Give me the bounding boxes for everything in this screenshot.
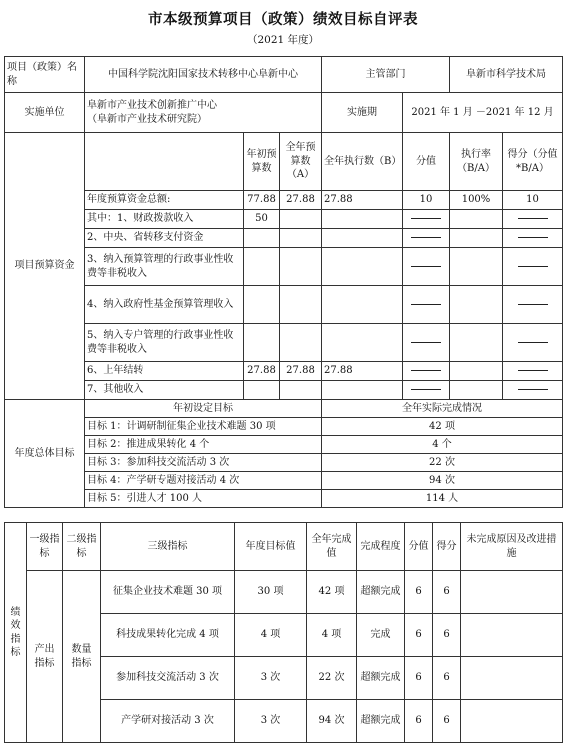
- period-value: 2021 年 1 月 －2021 年 12 月: [403, 93, 563, 133]
- goals-actual-header: 全年实际完成情况: [322, 400, 563, 418]
- performance-indicator-table: [4, 522, 563, 743]
- dash-mark: [411, 218, 441, 219]
- indicator-target: 30 项: [235, 571, 307, 614]
- dash-mark: [518, 370, 548, 371]
- budget-row-initial: [244, 229, 280, 248]
- budget-row-score: [503, 286, 563, 324]
- indicator-actual: 94 次: [307, 700, 357, 743]
- budget-row-exec-rate: [450, 286, 503, 324]
- indicator-reason: [461, 614, 563, 657]
- budget-row: [5, 229, 563, 248]
- indicator-degree: 超额完成: [357, 700, 405, 743]
- indicator-score-value: 6: [405, 614, 433, 657]
- budget-header-annual: 全年预算数（A）: [280, 133, 322, 191]
- budget-row-executed: 27.88: [322, 191, 403, 210]
- budget-row-executed: [322, 324, 403, 362]
- indicator-reason: [461, 657, 563, 700]
- budget-row-initial: 50: [244, 210, 280, 229]
- indicator-target: 4 项: [235, 614, 307, 657]
- budget-row-label: 3、纳入预算管理的行政事业性收费等非税收入: [85, 248, 244, 286]
- goal-actual: 4 个: [322, 436, 563, 454]
- budget-row-label: 年度预算资金总额:: [85, 191, 244, 210]
- dash-mark: [411, 389, 441, 390]
- header-target: 年度目标值: [235, 523, 307, 571]
- budget-row: [5, 248, 563, 286]
- dash-mark: [518, 342, 548, 343]
- budget-row-exec-rate: [450, 362, 503, 381]
- header-actual: 全年完成值: [307, 523, 357, 571]
- budget-row-score-value: 10: [403, 191, 450, 210]
- budget-row-score-value: [403, 248, 450, 286]
- form-title: 市本级预算项目（政策）绩效目标自评表: [148, 11, 418, 28]
- budget-row-executed: [322, 381, 403, 400]
- indicator-name: 参加科技交流活动 3 次: [101, 657, 235, 700]
- indicator-reason: [461, 571, 563, 614]
- budget-row-score: [503, 381, 563, 400]
- budget-row-executed: 27.88: [322, 362, 403, 381]
- project-name-value: 中国科学院沈阳国家技术转移中心阜新中心: [85, 57, 322, 93]
- budget-row-executed: [322, 229, 403, 248]
- budget-row-initial: [244, 286, 280, 324]
- budget-row-annual: 27.88: [280, 191, 322, 210]
- dash-mark: [518, 389, 548, 390]
- level2-value: [63, 571, 101, 743]
- goal-planned: 目标 3：参加科技交流活动 3 次: [85, 454, 322, 472]
- header-score: 得分: [433, 523, 461, 571]
- header-level1: 一级指标: [27, 523, 63, 571]
- budget-row-exec-rate: [450, 324, 503, 362]
- budget-header-score: 得分（分值*B/A）: [503, 133, 563, 191]
- header-score-value: 分值: [405, 523, 433, 571]
- budget-goal-table: [4, 56, 563, 508]
- budget-row-label: 2、中央、省转移支付资金: [85, 229, 244, 248]
- budget-row-score: [503, 210, 563, 229]
- indicator-score: 6: [433, 657, 461, 700]
- budget-row-label: 4、纳入政府性基金预算管理收入: [85, 286, 244, 324]
- header-level3: 三级指标: [101, 523, 235, 571]
- indicator-reason: [461, 700, 563, 743]
- budget-row-annual: [280, 286, 322, 324]
- budget-row-initial: [244, 381, 280, 400]
- goal-planned: 目标 4：产学研专题对接活动 4 次: [85, 472, 322, 490]
- budget-row-score: [503, 362, 563, 381]
- budget-row-label: 7、其他收入: [85, 381, 244, 400]
- form-year: （2021 年度）: [246, 34, 320, 46]
- goal-planned: 目标 5：引进人才 100 人: [85, 490, 322, 508]
- budget-row-score: [503, 324, 563, 362]
- budget-row: [5, 191, 563, 210]
- indicator-score-value: 6: [405, 657, 433, 700]
- budget-row: [5, 324, 563, 362]
- budget-row-score-value: [403, 324, 450, 362]
- project-name-label: 项目（政策）名称: [5, 57, 85, 93]
- budget-row-exec-rate: 100%: [450, 191, 503, 210]
- goals-section-label: 年度总体目标: [5, 400, 85, 508]
- budget-row-initial: [244, 324, 280, 362]
- budget-row-score: 10: [503, 191, 563, 210]
- dash-mark: [518, 237, 548, 238]
- budget-row-executed: [322, 210, 403, 229]
- indicator-name: 科技成果转化完成 4 项: [101, 614, 235, 657]
- budget-row: [5, 210, 563, 229]
- performance-section-label: [5, 523, 27, 743]
- level1-text: 产出指标: [34, 644, 55, 669]
- budget-row-executed: [322, 286, 403, 324]
- goal-row: [5, 418, 563, 436]
- indicator-name: 产学研对接活动 3 次: [101, 700, 235, 743]
- period-label: 实施期: [322, 93, 403, 133]
- level1-value: [27, 571, 63, 743]
- budget-row-annual: 27.88: [280, 362, 322, 381]
- indicator-score: 6: [433, 700, 461, 743]
- goal-row: [5, 490, 563, 508]
- level2-text: 数量指标: [71, 644, 92, 669]
- goal-actual: 114 人: [322, 490, 563, 508]
- goals-planned-header: 年初设定目标: [85, 400, 322, 418]
- budget-row-initial: [244, 248, 280, 286]
- goal-row: [5, 454, 563, 472]
- budget-row-annual: [280, 381, 322, 400]
- budget-header-exec-rate: 执行率（B/A）: [450, 133, 503, 191]
- budget-row-score-value: [403, 210, 450, 229]
- budget-row-score: [503, 229, 563, 248]
- dash-mark: [411, 237, 441, 238]
- budget-row-score-value: [403, 381, 450, 400]
- indicator-actual: 42 项: [307, 571, 357, 614]
- indicator-name: 征集企业技术难题 30 项: [101, 571, 235, 614]
- implementing-unit-line2: （阜新市产业技术研究院）: [87, 113, 207, 125]
- budget-row-annual: [280, 229, 322, 248]
- goal-row: [5, 472, 563, 490]
- budget-header-initial: 年初预算数: [244, 133, 280, 191]
- dash-mark: [518, 266, 548, 267]
- budget-row-initial: 27.88: [244, 362, 280, 381]
- budget-row-annual: [280, 324, 322, 362]
- budget-header-blank: [85, 133, 244, 191]
- budget-row-score-value: [403, 229, 450, 248]
- budget-row-executed: [322, 248, 403, 286]
- budget-header-executed: 全年执行数（B）: [322, 133, 403, 191]
- budget-row-annual: [280, 248, 322, 286]
- header-level2: 二级指标: [63, 523, 101, 571]
- budget-row-initial: 77.88: [244, 191, 280, 210]
- budget-row-label: 5、纳入专户管理的行政事业性收费等非税收入: [85, 324, 244, 362]
- budget-row: [5, 286, 563, 324]
- budget-row: [5, 362, 563, 381]
- supervising-dept-label: 主管部门: [322, 57, 450, 93]
- indicator-score-value: 6: [405, 700, 433, 743]
- goal-planned: 目标 1：计调研制征集企业技术难题 30 项: [85, 418, 322, 436]
- indicator-degree: 完成: [357, 614, 405, 657]
- dash-mark: [411, 342, 441, 343]
- budget-row-label: 6、上年结转: [85, 362, 244, 381]
- indicator-actual: 22 次: [307, 657, 357, 700]
- budget-row-score-value: [403, 362, 450, 381]
- goal-actual: 22 次: [322, 454, 563, 472]
- indicator-row: [5, 571, 563, 614]
- goal-planned: 目标 2：推进成果转化 4 个: [85, 436, 322, 454]
- indicator-actual: 4 项: [307, 614, 357, 657]
- budget-row-exec-rate: [450, 210, 503, 229]
- goal-row: [5, 436, 563, 454]
- indicator-degree: 超额完成: [357, 571, 405, 614]
- budget-section-label: 项目预算资金: [5, 133, 85, 400]
- dash-mark: [411, 266, 441, 267]
- indicator-degree: 超额完成: [357, 657, 405, 700]
- performance-section-text: 绩效指标: [10, 606, 21, 658]
- indicator-target: 3 次: [235, 700, 307, 743]
- dash-mark: [411, 370, 441, 371]
- dash-mark: [518, 218, 548, 219]
- indicator-score-value: 6: [405, 571, 433, 614]
- budget-row-score: [503, 248, 563, 286]
- budget-row-score-value: [403, 286, 450, 324]
- indicator-score: 6: [433, 571, 461, 614]
- implementing-unit-value: [85, 93, 322, 133]
- budget-row-exec-rate: [450, 229, 503, 248]
- budget-row-label: 其中：1、财政拨款收入: [85, 210, 244, 229]
- header-reason: 未完成原因及改进措施: [461, 523, 563, 571]
- goal-actual: 94 次: [322, 472, 563, 490]
- budget-row-exec-rate: [450, 381, 503, 400]
- dash-mark: [411, 304, 441, 305]
- header-degree: 完成程度: [357, 523, 405, 571]
- budget-header-score-value: 分值: [403, 133, 450, 191]
- dash-mark: [518, 304, 548, 305]
- indicator-score: 6: [433, 614, 461, 657]
- budget-row: [5, 381, 563, 400]
- implementing-unit-line1: 阜新市产业技术创新推广中心: [87, 100, 217, 111]
- budget-row-exec-rate: [450, 248, 503, 286]
- goal-actual: 42 项: [322, 418, 563, 436]
- indicator-target: 3 次: [235, 657, 307, 700]
- implementing-unit-label: 实施单位: [5, 93, 85, 133]
- supervising-dept-value: 阜新市科学技术局: [450, 57, 563, 93]
- budget-row-annual: [280, 210, 322, 229]
